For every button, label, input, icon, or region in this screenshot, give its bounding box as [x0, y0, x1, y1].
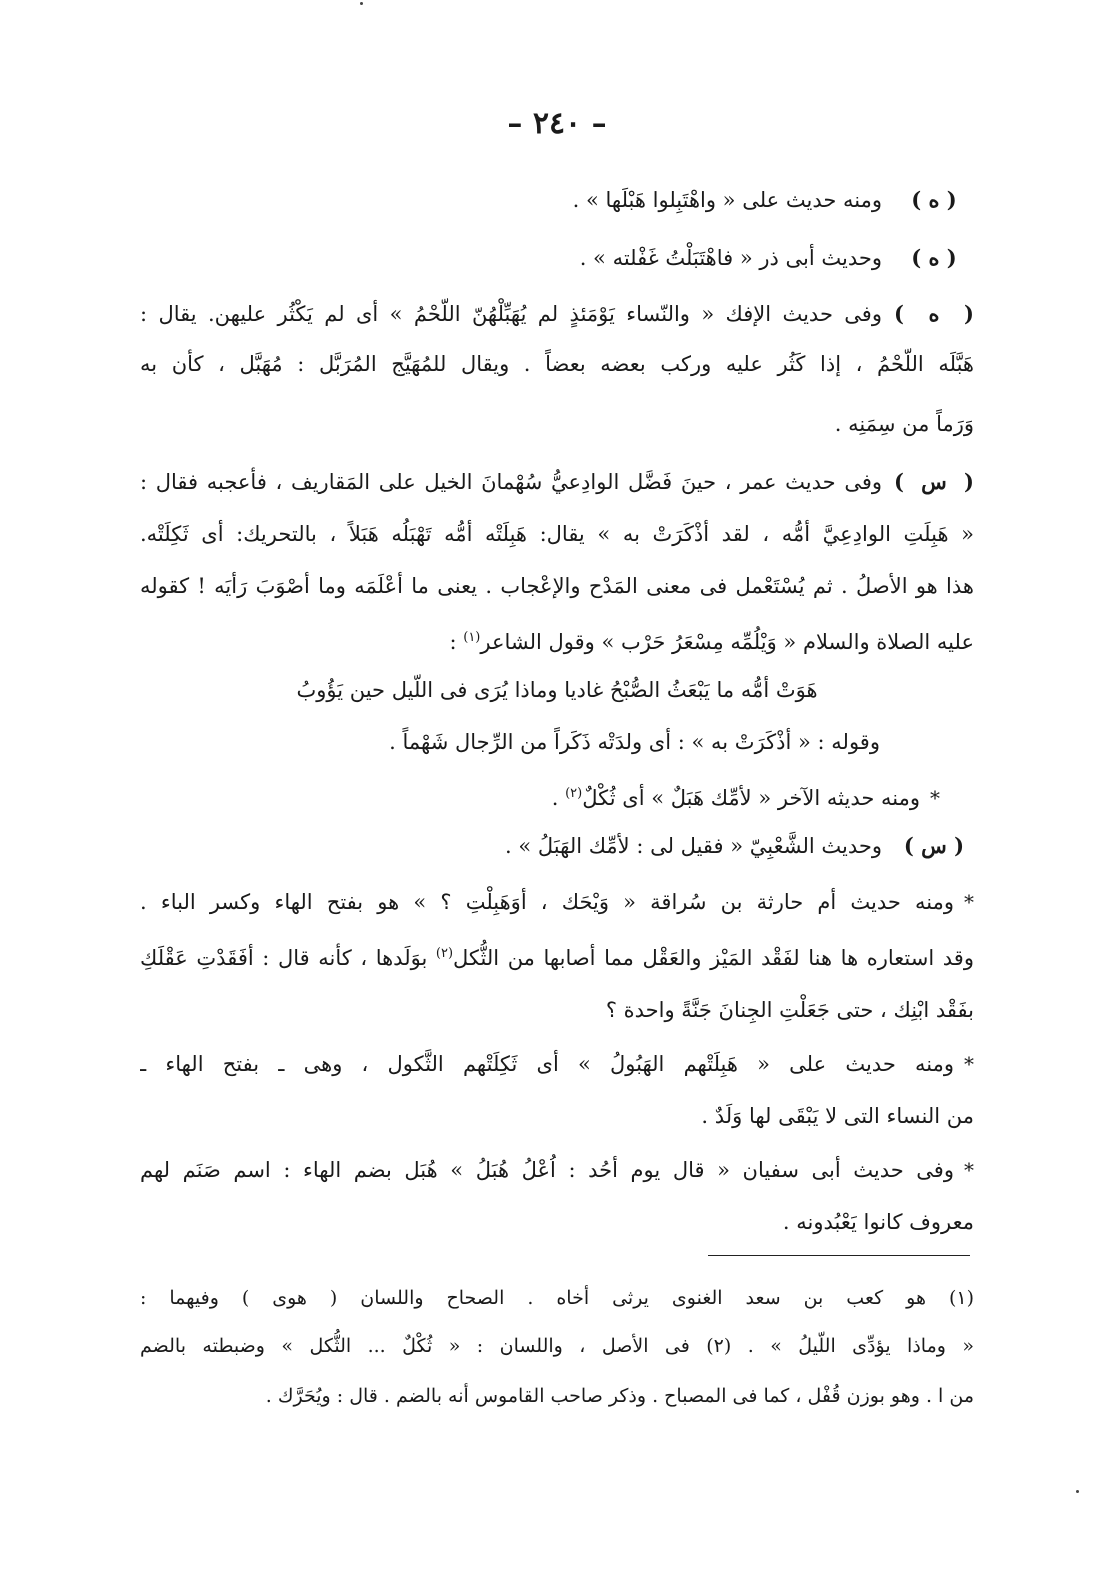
footnote-ref: (٢) [435, 946, 454, 961]
scan-speck [1076, 1490, 1079, 1493]
asterisk-marker: * [964, 890, 974, 914]
page-number: – ٢٤٠ – [507, 106, 607, 141]
entry-line [140, 180, 974, 222]
scan-speck [360, 2, 363, 5]
source-tag: ( ه ) [911, 245, 957, 270]
entry-line [140, 1044, 974, 1086]
entry-text: . [551, 786, 566, 810]
entry-line: هَبَّلَه اللّحْمُ ، إذا كَثُر عليه وركب بعضه بعضاً . ويقال للمُهَيَّج المُرَبَّل : مُهَبَّل ، كأن به [140, 352, 974, 376]
entry-text: عليه الصلاة والسلام « وَيْلُمِّه مِسْعَرُ حَرْب » وقول الشاعر [480, 630, 974, 654]
entry-text: ومنه حديث على « واهْتَبِلوا هَبْلَها » . [572, 188, 882, 212]
entry-line [140, 462, 974, 504]
entry-line [140, 826, 974, 868]
entry-text: ومنه حديثه الآخر « لأمِّك هَبَلٌ » أى ثُكْلٌ [582, 786, 920, 810]
entry-line [140, 882, 974, 924]
footnote-separator [708, 1255, 970, 1256]
entry-line [140, 934, 974, 976]
entry-text: وفى حديث أبى سفيان « قال يوم أحُد : اُعْلُ هُبَلُ » هُبَل بضم الهاء : اسم صَنَم لهم [140, 1158, 954, 1182]
source-tag: ( س ) [903, 833, 965, 858]
entry-text: وفى حديث الإفك « والنّساء يَوْمَئذٍ لم يُهَبِّلْهُنّ اللّحْمُ » أى لم يَكْثُر عليهن. يقال : [140, 302, 882, 326]
asterisk-marker: * [930, 786, 940, 810]
footnote-line: (١) هو كعب بن سعد الغنوى يرثى أخاه . الصحاح واللسان ( هوى ) وفيهما : [140, 1287, 974, 1309]
entry-line [140, 774, 940, 816]
entry-line: وَرَماً من سِمَنِه . [834, 412, 974, 436]
footnote-ref: (١) [463, 630, 481, 645]
entry-line: من النساء التى لا يَبْقَى لها وَلَدٌ . [701, 1104, 974, 1128]
entry-text: وقد استعاره ها هنا لفَقْد المَيْز والعَقْل مما أصابها من الثُّكل [453, 946, 974, 970]
entry-line [140, 294, 974, 336]
entry-line: « هَبِلَتِ الوادِعِيَّ أمُّه ، لقد أذْكَرَتْ به » يقال: هَبِلَتْه أمُّه تَهْبَلُه هَبَلاً ، بالتحريك: أى ثَكِلَتْه. [140, 522, 974, 546]
entry-text: وحديث أبى ذر « فاهْتَبَلْتُ غَفْلته » . [579, 246, 882, 270]
source-tag: ( س ) [894, 469, 974, 494]
source-tag: ( ه ) [894, 301, 974, 326]
entry-line: وقوله : « أذْكَرَتْ به » : أى ولدَتْه ذَكَراً من الرِّجال شَهْماً . [389, 730, 880, 754]
entry-line [140, 1150, 974, 1192]
entry-line: هذا هو الأصلُ . ثم يُسْتَعْمل فى معنى المَدْح والإعْجاب . يعنى ما أعْلَمَه وما أصْوَبَ رَأيَه ! كقوله [140, 574, 974, 598]
entry-text: : [449, 630, 464, 654]
asterisk-marker: * [964, 1052, 974, 1076]
footnote-line: « وماذا يؤدِّى اللّيلُ » . (٢) فى الأصل ، واللسان : « ثُكْلٌ ... الثُّكل » وضبطته بالضم [140, 1335, 974, 1357]
entry-text: بوَلَدها ، كأنه قال : أفَقَدْتِ عَقْلَكِ [140, 946, 436, 970]
footnote-ref: (٢) [565, 786, 583, 801]
footnote-line: من ا . وهو بوزن قُفْل ، كما فى المصباح . وذكر صاحب القاموس أنه بالضم . قال : ويُحَرَّك . [265, 1385, 974, 1407]
source-tag: ( ه ) [911, 187, 957, 212]
entry-line: بفَقْد ابْنِك ، حتى جَعَلْتِ الجِنانَ جَنَّةً واحدة ؟ [605, 998, 974, 1022]
entry-text: وفى حديث عمر ، حينَ فَضَّل الوادِعيُّ سُهْمانَ الخيل على المَقاريف ، فأعجبه فقال : [140, 470, 882, 494]
entry-text: ومنه حديث على « هَبِلَتْهم الهَبُولُ » أى ثَكِلَتْهم الثَّكول ، وهى ـ بفتح الهاء ـ [140, 1052, 954, 1076]
entry-text: ومنه حديث أم حارثة بن سُراقة « وَيْحَك ، أوَهَبِلْتِ ؟ » هو بفتح الهاء وكسر الباء . [140, 890, 954, 914]
poetry-verse: هَوَتْ أمُّه ما يَبْعَثُ الصُّبْحُ غاديا وماذا يُرَى فى اللّيل حين يَؤُوبُ [296, 678, 818, 702]
entry-line: معروف كانوا يَعْبُدونه . [782, 1210, 974, 1234]
entry-text: وحديث الشَّعْبِيّ « فقيل لى : لأمِّك الهَبَلُ » . [505, 834, 882, 858]
entry-line [140, 238, 974, 280]
asterisk-marker: * [964, 1158, 974, 1182]
entry-line [140, 618, 974, 660]
